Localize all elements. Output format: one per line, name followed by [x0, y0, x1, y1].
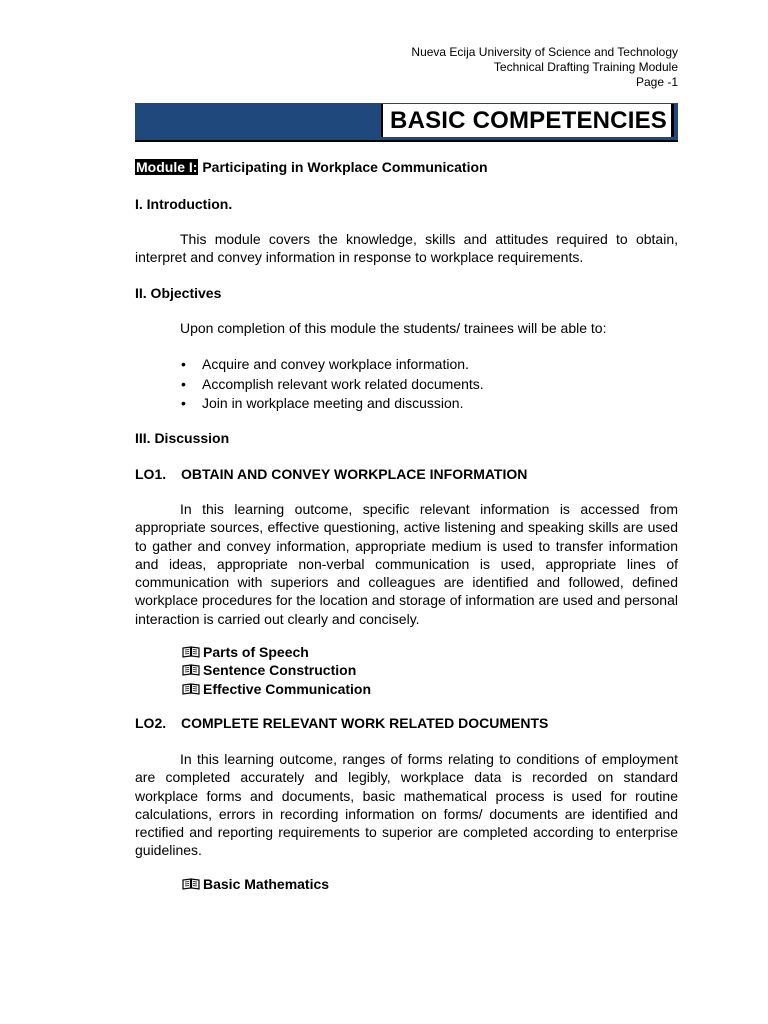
lo1-paragraph: In this learning outcome, specific relevant information is accessed from appropriate sources, effective questioning, active listening and speaking skills are used to gather and convey information, appropriate medium is used to transfer information and ideas, appropriate non-verbal communication is used, appropriate lines of communication with superiors and colleagues are identified and followed, defined workplace procedures for the location and storage of information are used and personal interaction is carried out clearly and concisely.: [135, 501, 678, 627]
title-banner: [135, 103, 678, 142]
objective-text: Join in workplace meeting and discussion.: [202, 395, 464, 411]
topic-text: Sentence Construction: [203, 662, 357, 679]
list-item: [182, 661, 371, 679]
bullet-dot-icon: •: [181, 356, 186, 372]
objective-text: Accomplish relevant work related documents.: [202, 375, 484, 392]
lo1-title: OBTAIN AND CONVEY WORKPLACE INFORMATION: [181, 466, 528, 482]
lo1-number: LO1.: [135, 466, 167, 482]
list-item: [135, 355, 484, 375]
list-item: [135, 375, 484, 395]
header-page-number: Page -1: [635, 75, 678, 89]
lo1-topics: [182, 643, 371, 698]
list-item: [182, 680, 371, 698]
open-book-icon: [182, 683, 200, 695]
objectives-intro: Upon completion of this module the students/ trainees will be able to:: [180, 320, 607, 336]
module-tag: Module I:: [136, 159, 198, 175]
lo2-heading: [135, 714, 548, 732]
lo2-paragraph: In this learning outcome, ranges of forms relating to conditions of employment are completed accurately and legibly, workplace data is recorded on standard workplace forms and documents, basic mathematical process is used for routine calculations, errors in recording information on forms/ documents are identified and rectified and reporting requirements to superior are completed according to enterprise guidelines.: [135, 751, 678, 859]
list-item: [182, 875, 329, 893]
topic-text: Parts of Speech: [203, 644, 309, 660]
module-title: Participating in Workplace Communication: [198, 159, 488, 175]
banner-title: BASIC COMPETENCIES: [390, 106, 667, 134]
module-heading: [135, 158, 488, 176]
open-book-icon: [182, 646, 200, 658]
header-module: Technical Drafting Training Module: [493, 60, 678, 74]
banner-title-box: [381, 104, 674, 137]
open-book-icon: [182, 664, 200, 676]
header-university: Nueva Ecija University of Science and Technology: [411, 45, 678, 59]
lo2-title: COMPLETE RELEVANT WORK RELATED DOCUMENTS: [181, 715, 549, 731]
introduction-paragraph: This module covers the knowledge, skills and attitudes required to obtain, interpret and convey information in response to workplace requirements.: [135, 231, 678, 266]
open-book-icon: [182, 878, 200, 890]
discussion-heading: III. Discussion: [135, 430, 230, 446]
list-item: [135, 394, 484, 414]
list-item: [182, 643, 371, 661]
bullet-dot-icon: •: [181, 395, 186, 411]
objectives-heading: II. Objectives: [135, 285, 222, 301]
page-header: [411, 45, 678, 90]
objectives-list: [135, 355, 484, 414]
lo2-number: LO2.: [135, 715, 167, 731]
document-page: [135, 0, 678, 1024]
lo2-topics: [182, 875, 329, 893]
lo1-heading: [135, 465, 527, 483]
introduction-heading: I. Introduction.: [135, 196, 233, 212]
topic-text: Basic Mathematics: [203, 876, 330, 892]
bullet-dot-icon: •: [181, 375, 186, 392]
objective-text: Acquire and convey workplace information.: [202, 356, 469, 372]
topic-text: Effective Communication: [203, 680, 372, 697]
